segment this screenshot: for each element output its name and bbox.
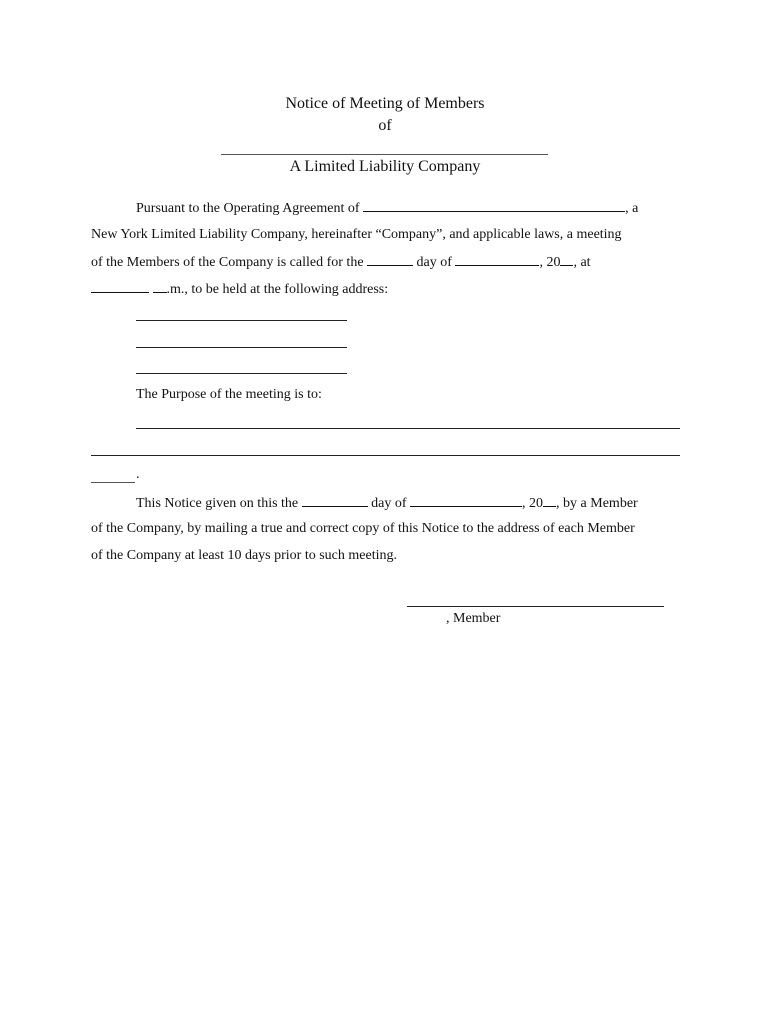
purpose-line-3[interactable]: [91, 482, 135, 483]
document-title: Notice of Meeting of Members: [285, 95, 485, 112]
notice-month-blank[interactable]: [410, 494, 522, 507]
para1-line4-text: .m., to be held at the following address:: [166, 282, 389, 297]
para1-line3: [91, 253, 591, 272]
meeting-day-blank[interactable]: [367, 253, 413, 266]
para2-line1-text-c: , 20: [522, 496, 544, 511]
purpose-end-period: .: [136, 467, 140, 482]
company-type: A Limited Liability Company: [289, 158, 481, 175]
para1-line4: [91, 280, 388, 299]
para1-line2: New York Limited Liability Company, hereinafter “Company”, and applicable laws, a meeting: [91, 227, 622, 242]
purpose-line-2[interactable]: [91, 455, 680, 456]
meeting-ampm-blank[interactable]: [153, 280, 167, 293]
para1-line1-end: , a: [625, 201, 639, 216]
notice-year-blank[interactable]: [543, 494, 556, 507]
purpose-line-1[interactable]: [136, 428, 680, 429]
company-name-blank[interactable]: [221, 154, 548, 155]
para1-line3-text-a: of the Members of the Company is called for the: [91, 255, 364, 270]
meeting-time-blank[interactable]: [91, 280, 149, 293]
address-line-3[interactable]: [136, 373, 347, 374]
para1-line1-text: Pursuant to the Operating Agreement of: [136, 201, 360, 216]
address-line-1[interactable]: [136, 320, 347, 321]
para2-line1-text-b: day of: [371, 496, 407, 511]
para1-line1: [136, 199, 638, 218]
para1-line3-text-c: , 20: [539, 255, 561, 270]
para1-line3-text-d: , at: [573, 255, 591, 270]
signature-line[interactable]: [407, 606, 664, 607]
address-line-2[interactable]: [136, 347, 347, 348]
para2-line3: of the Company at least 10 days prior to such meeting.: [91, 548, 397, 563]
meeting-month-blank[interactable]: [455, 253, 539, 266]
operating-agreement-company-blank[interactable]: [363, 199, 625, 212]
para2-line1: [136, 494, 638, 513]
document-title-of: of: [378, 117, 392, 134]
purpose-label: The Purpose of the meeting is to:: [136, 387, 322, 402]
para2-line1-text-a: This Notice given on this the: [136, 496, 299, 511]
para2-line1-text-d: , by a Member: [556, 496, 638, 511]
notice-day-blank[interactable]: [302, 494, 368, 507]
para2-line2: of the Company, by mailing a true and correct copy of this Notice to the address of each Member: [91, 521, 635, 536]
para1-line3-text-b: day of: [416, 255, 452, 270]
signature-label: , Member: [446, 611, 501, 626]
meeting-year-blank[interactable]: [560, 253, 573, 266]
